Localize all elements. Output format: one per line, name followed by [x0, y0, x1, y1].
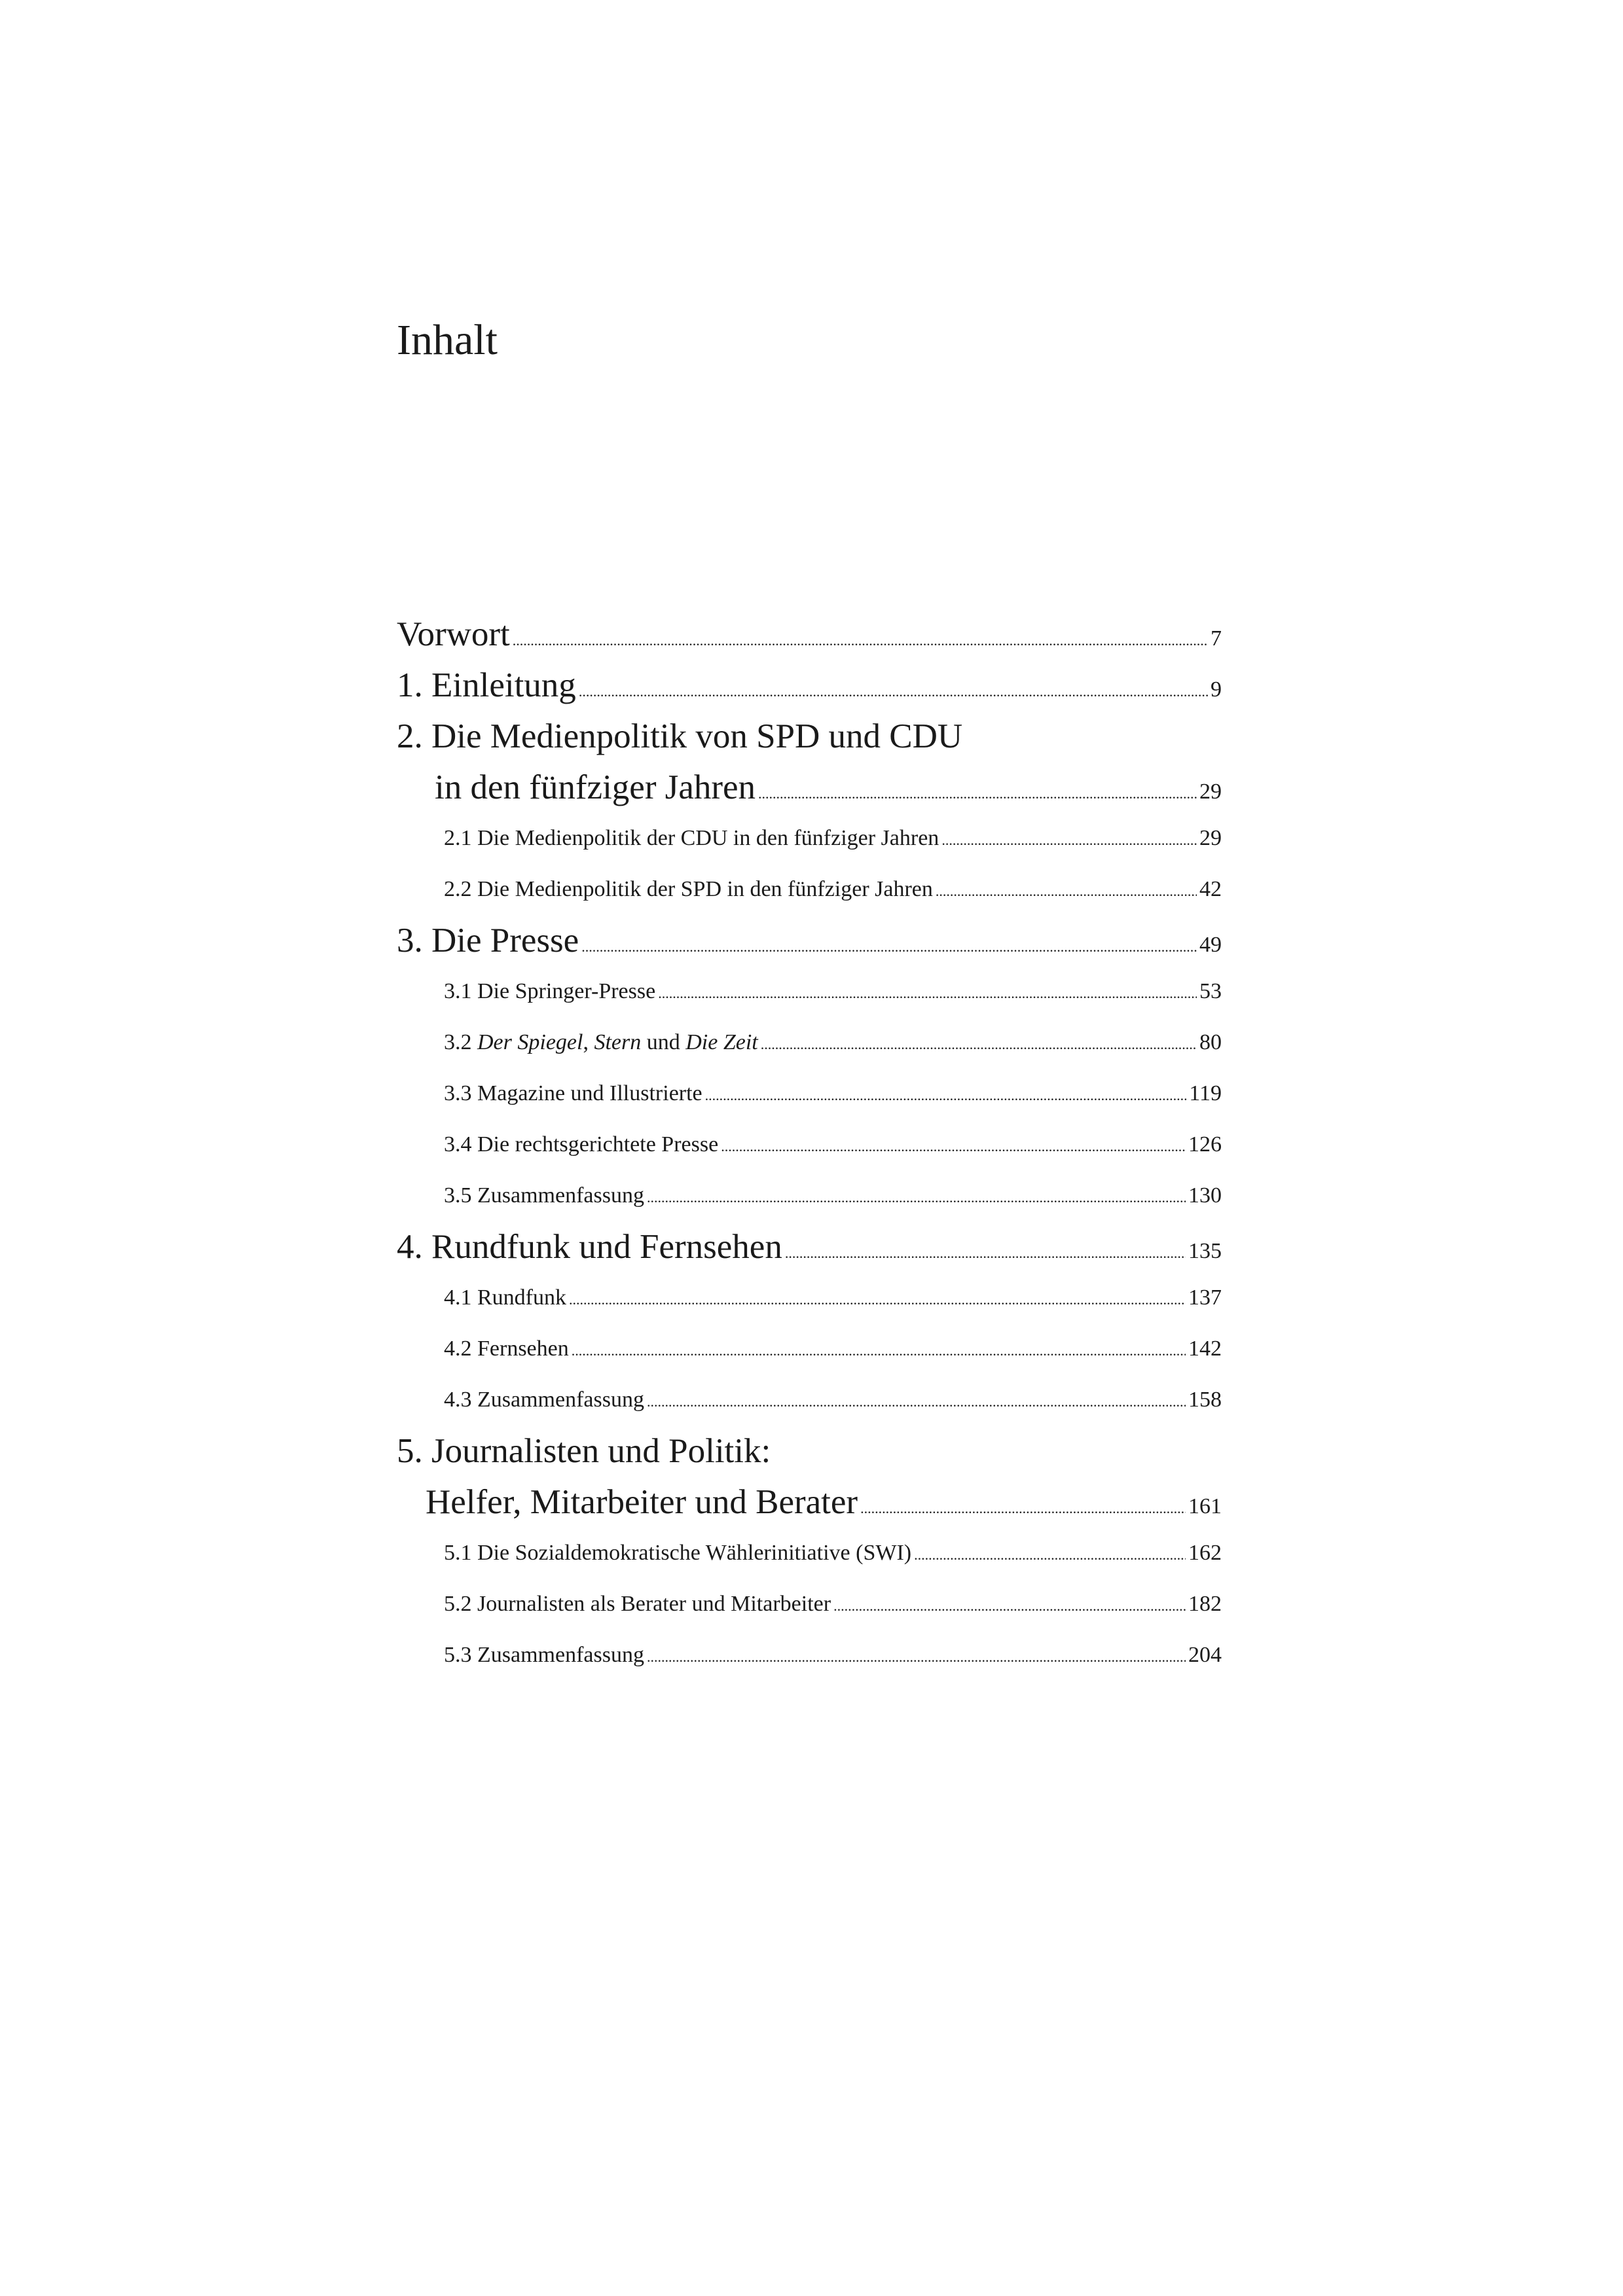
toc-entry-page: 9	[1211, 677, 1222, 702]
toc-entry-page: 49	[1199, 933, 1222, 957]
dot-leader	[569, 1274, 1186, 1325]
toc-entry-label: 4. Rundfunk und Fernsehen	[397, 1228, 782, 1266]
dot-leader	[941, 815, 1197, 866]
dot-leader	[721, 1121, 1186, 1172]
dot-leader	[936, 866, 1197, 917]
toc-entry-4-1[interactable]	[444, 1272, 1222, 1323]
toc-entry-3-2[interactable]	[444, 1017, 1222, 1068]
toc-entry-page: 29	[1199, 780, 1222, 804]
toc-entry-label: 5.3 Zusammenfassung	[444, 1643, 644, 1667]
toc-entry-5-3[interactable]	[444, 1630, 1222, 1681]
toc-entry-label: 1. Einleitung	[397, 666, 576, 704]
dot-leader	[914, 1530, 1186, 1581]
page-title: Inhalt	[397, 316, 498, 364]
toc-entry-label: 3.1 Die Springer-Presse	[444, 979, 656, 1003]
toc-entry-label: 3.4 Die rechtsgerichtete Presse	[444, 1132, 719, 1157]
toc-entry-page: 137	[1188, 1285, 1222, 1310]
toc-entry-4-3[interactable]	[444, 1374, 1222, 1426]
separator: ,	[583, 1030, 594, 1054]
toc-entry-label: Vorwort	[397, 615, 510, 653]
toc-entry-page: 80	[1199, 1030, 1222, 1054]
dot-leader	[647, 1376, 1186, 1427]
toc-entry-page: 158	[1188, 1388, 1222, 1412]
toc-entry-page: 182	[1188, 1592, 1222, 1616]
dot-leader	[513, 615, 1208, 666]
toc-entry-page: 162	[1188, 1541, 1222, 1565]
toc-entry-label: 3. Die Presse	[397, 922, 579, 960]
toc-entry-page: 204	[1188, 1643, 1222, 1667]
toc-entry-number: 3.2	[444, 1030, 477, 1054]
dot-leader	[579, 666, 1208, 717]
toc-entry-label: 5.2 Journalisten als Berater und Mitarbeiter	[444, 1592, 831, 1616]
dot-leader	[860, 1483, 1186, 1534]
toc-entry-label: Helfer, Mitarbeiter und Berater	[426, 1483, 858, 1521]
toc-entry-einleitung[interactable]	[397, 660, 1222, 711]
toc-entry-vorwort[interactable]	[397, 609, 1222, 660]
dot-leader	[572, 1325, 1186, 1376]
title-stern: Stern	[594, 1030, 642, 1054]
toc-entry-3-5[interactable]	[444, 1170, 1222, 1221]
toc-entry-label: 3.3 Magazine und Illustrierte	[444, 1081, 702, 1105]
toc-entry-label: 4.3 Zusammenfassung	[444, 1388, 644, 1412]
toc-entry-chapter-2-line1[interactable]: 2. Die Medienpolitik von SPD und CDU	[397, 717, 963, 755]
toc-entry-4-2[interactable]	[444, 1323, 1222, 1374]
toc-entry-chapter-5-line1[interactable]: 5. Journalisten und Politik:	[397, 1432, 771, 1470]
toc-entry-page: 29	[1199, 826, 1222, 850]
toc-entry-page: 119	[1189, 1081, 1222, 1105]
dot-leader	[647, 1172, 1186, 1223]
toc-entry-label: 5.1 Die Sozialdemokratische Wählerinitiative (SWI)	[444, 1541, 912, 1565]
toc-entry-label: 3.5 Zusammenfassung	[444, 1183, 644, 1208]
toc-entry-5-1[interactable]	[444, 1528, 1222, 1579]
toc-entry-2-2[interactable]	[444, 864, 1222, 915]
toc-entry-3-1[interactable]	[444, 966, 1222, 1017]
toc-entry-label: in den fünfziger Jahren	[435, 768, 756, 806]
toc-entry-chapter-4[interactable]	[397, 1221, 1222, 1272]
toc-entry-chapter-3[interactable]	[397, 915, 1222, 966]
toc-entry-page: 161	[1188, 1494, 1222, 1518]
dot-leader	[705, 1070, 1187, 1121]
dot-leader	[785, 1228, 1186, 1279]
toc-entry-chapter-5[interactable]	[426, 1477, 1222, 1528]
toc-entry-page: 42	[1199, 877, 1222, 901]
separator: und	[641, 1030, 686, 1054]
toc-entry-3-3[interactable]	[444, 1068, 1222, 1119]
toc-entry-page: 126	[1188, 1132, 1222, 1157]
toc-entry-3-4[interactable]	[444, 1119, 1222, 1170]
toc-entry-label: 2.2 Die Medienpolitik der SPD in den fünfziger Jahren	[444, 877, 933, 901]
title-die-zeit: Die Zeit	[685, 1030, 758, 1054]
toc-entry-page: 130	[1188, 1183, 1222, 1208]
toc-entry-chapter-2[interactable]	[435, 762, 1222, 813]
dot-leader	[761, 1019, 1197, 1070]
toc-entry-5-2[interactable]	[444, 1579, 1222, 1630]
dot-leader	[658, 968, 1197, 1019]
toc-entry-page: 53	[1199, 979, 1222, 1003]
title-der-spiegel: Der Spiegel	[477, 1030, 583, 1054]
toc-entry-page: 142	[1188, 1336, 1222, 1361]
toc-entry-label: 4.1 Rundfunk	[444, 1285, 566, 1310]
toc-entry-page: 135	[1188, 1239, 1222, 1263]
toc-entry-label: 2.1 Die Medienpolitik der CDU in den fünfziger Jahren	[444, 826, 939, 850]
toc-entry-label	[444, 1017, 758, 1068]
dot-leader	[581, 922, 1197, 973]
toc-entry-label: 4.2 Fernsehen	[444, 1336, 569, 1361]
dot-leader	[758, 768, 1197, 819]
dot-leader	[647, 1632, 1186, 1683]
toc-entry-2-1[interactable]	[444, 813, 1222, 864]
toc-entry-page: 7	[1211, 626, 1222, 651]
dot-leader	[833, 1581, 1186, 1632]
